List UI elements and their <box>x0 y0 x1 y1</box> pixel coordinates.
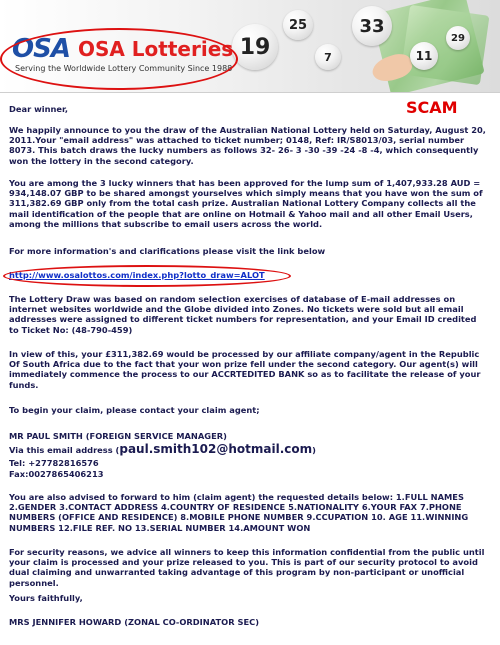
via-suffix: ) <box>312 445 316 455</box>
greeting: Dear winner, <box>9 104 69 114</box>
via-prefix: Via this email address ( <box>9 445 120 455</box>
lottery-ball: 29 <box>446 26 470 50</box>
paragraph-prize: You are among the 3 lucky winners that has been approved for the lump sum of 1,407,933.28 AUD = 934,148.07 GBP to be shared amongst yourselves which simply means that you have won the sum of 311,382.69 GBP only from the total cash prize. Australian National Lottery Company collects all the mail identification of the people that are online on Hotmail & Yahoo mail and all other Email Users, among the millions that subscribe to email users across the world. <box>9 178 483 229</box>
paragraph-security: For security reasons, we advice all winners to keep this information confidential from the public until your claim is processed and your prize released to you. This is part of our security protocol to avoid dual claiming and unwarranted taking advantage of this program by non-participant or unofficial personnel. <box>9 547 485 588</box>
paragraph-begin-claim: To begin your claim, please contact your claim agent; <box>9 405 260 415</box>
paragraph-processing: In view of this, your £311,382.69 would be processed by our affiliate company/agent in the Republic Of South Africa due to the fact that your won prize fell under the second category. Our agent(s) will immediately commence the process to our ACCRTEDITED BANK so as to facilitate the release of your funds. <box>9 349 481 390</box>
agent-tel: Tel: +27782816576 <box>9 458 99 468</box>
lottery-ball: 11 <box>410 42 438 70</box>
agent-email-line <box>9 443 487 456</box>
closing: Yours faithfully, <box>9 593 83 603</box>
paragraph-draw: The Lottery Draw was based on random selection exercises of database of E-mail addresses on internet websites worldwide and the Globe divided into Zones. No tickets were sold but all email addresses were assigned to different ticket numbers for representation, and your Email ID credited to Ticket No: (48-790-459) <box>9 294 477 335</box>
agent-email[interactable]: paul.smith102@hotmail.com <box>119 442 313 456</box>
red-circle-annotation-link <box>3 265 291 287</box>
red-circle-annotation-logo <box>0 28 238 90</box>
lottery-ball: 25 <box>283 10 313 40</box>
logo-mark: OSA <box>12 34 70 64</box>
paragraph-requested-details: You are also advised to forward to him (claim agent) the requested details below: 1.FULL NAMES 2.GENDER 3.CONTACT ADDRESS 4.COUNTRY OF RESIDENCE 5.NATIONALITY 6.YOUR FAX 7.PHONE NUMBERS (OFFICE AND RESIDENCE) 8.MOBILE PHONE NUMBER 9.CCUPATION 10. AGE 11.WINNING NUMBERS 12.FILE REF. NO 13.SERIAL NUMBER 14.AMOUNT WON <box>9 492 469 533</box>
agent-fax: Fax:0027865406213 <box>9 469 104 479</box>
paragraph-more-info: For more information's and clarifications please visit the link below <box>9 246 326 256</box>
lottery-ball: 7 <box>315 44 341 70</box>
agent-name: MR PAUL SMITH (FOREIGN SERVICE MANAGER) <box>9 431 227 441</box>
paragraph-announcement: We happily announce to you the draw of the Australian National Lottery held on Saturday, August 20, 2011.Your "email address" was attached to ticket number; 0148, Ref: IR/S8013/03, serial number 8073. This batch draws the lucky numbers as follows 32- 26- 3 -30 -39 -24 -8 -4, which consequently won the lottery in the second category. <box>9 125 486 166</box>
signature: MRS JENNIFER HOWARD (ZONAL CO-ORDINATOR SEC) <box>9 617 260 627</box>
logo-name: OSA Lotteries <box>77 37 234 61</box>
lottery-banner <box>0 0 500 93</box>
lottery-link[interactable]: http://www.osalottos.com/index.php?lotto_draw=ALOT <box>9 270 265 280</box>
tagline: Serving the Worldwide Lottery Community Since 1988 <box>15 64 233 73</box>
lottery-ball: 33 <box>352 6 392 46</box>
scam-label: SCAM <box>406 98 458 117</box>
lottery-ball: 19 <box>232 24 278 70</box>
